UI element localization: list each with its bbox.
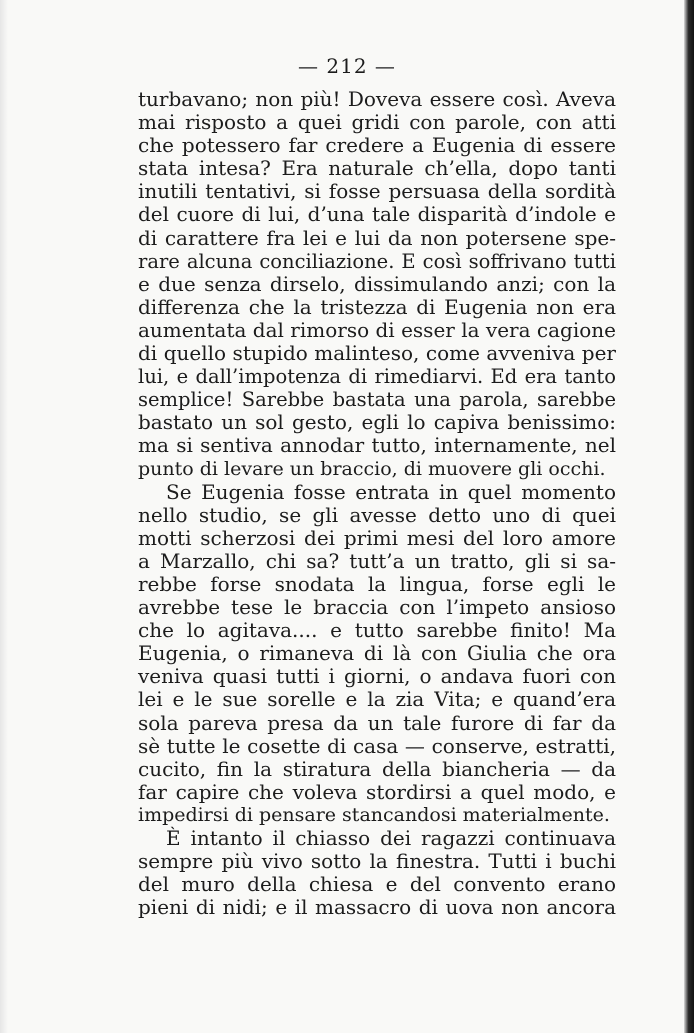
text-line: punto di levare un braccio, di muovere gli occhi. xyxy=(138,457,606,480)
text-line: impedirsi di pensare stancandosi materialmente. xyxy=(138,803,610,826)
page-number: — 212 — xyxy=(298,54,396,78)
text-line: semplice! Sarebbe bastata una parola, sarebbe xyxy=(138,388,616,412)
text-line: di quello stupido malinteso, come avveniva per xyxy=(138,341,616,366)
text-line: differenza che la tristezza di Eugenia non era xyxy=(138,294,616,319)
text-line: di carattere fra lei e lui da non potersene spe- xyxy=(138,225,616,250)
text-line: veniva quasi tutti i giorni, o andava fuori con xyxy=(138,664,616,689)
text-line: sè tutte le cosette di casa — conserve, estratti, xyxy=(138,733,616,758)
text-line: lui, e dall’impotenza di rimediarvi. Ed era tanto xyxy=(138,365,616,389)
text-line: sola pareva presa da un tale furore di far da xyxy=(138,710,616,735)
text-line: del cuore di lui, d’una tale disparità d’indole e xyxy=(138,202,616,227)
text-line: motti scherzosi dei primi mesi del loro amore xyxy=(138,525,616,550)
text-line: nello studio, se gli avesse detto uno di quei xyxy=(138,502,616,527)
text-line: avrebbe tese le braccia con l’impeto ansioso xyxy=(138,595,616,620)
text-line: inutili tentativi, si fosse persuasa della sordità xyxy=(138,179,616,204)
text-line: rare alcuna conciliazione. E così soffrivano tutti xyxy=(138,249,616,273)
book-binding-edge xyxy=(684,0,694,1033)
text-line: sempre più vivo sotto la finestra. Tutti i buchi xyxy=(138,849,616,874)
text-line: aumentata dal rimorso di esser la vera cagione xyxy=(138,317,616,342)
text-line: pieni di nidi; e il massacro di uova non ancora xyxy=(138,895,616,920)
text-line: Se Eugenia fosse entrata in quel momento xyxy=(166,479,616,504)
text-line: lei e le sue sorelle e la zia Vita; e quand’era xyxy=(138,687,616,712)
text-line: stata intesa? Era naturale ch’ella, dopo tanti xyxy=(138,156,616,181)
text-line: a Marzallo, chi sa? tutt’a un tratto, gli si sa- xyxy=(138,548,616,573)
text-line: e due senza dirselo, dissimulando anzi; con la xyxy=(138,271,616,296)
text-line: cucito, fin la stiratura della biancheria — da xyxy=(138,756,616,781)
body-text xyxy=(138,88,616,919)
text-line: far capire che voleva stordirsi a quel modo, e xyxy=(138,779,616,804)
text-line: bastato un sol gesto, egli lo capiva benissimo: xyxy=(138,410,616,435)
text-line: ma si sentiva annodar tutto, internamente, nel xyxy=(138,433,616,458)
text-line: mai risposto a quei gridi con parole, con atti xyxy=(138,110,616,135)
page-left-shadow xyxy=(0,0,8,1033)
text-line: Eugenia, o rimaneva di là con Giulia che ora xyxy=(138,641,616,666)
text-line: che lo agitava.... e tutto sarebbe finito! Ma xyxy=(138,618,616,643)
text-line: del muro della chiesa e del convento erano xyxy=(138,872,616,897)
text-line: È intanto il chiasso dei ragazzi continuava xyxy=(166,826,616,850)
text-line: che potessero far credere a Eugenia di essere xyxy=(138,133,616,158)
text-line: turbavano; non più! Doveva essere così. Aveva xyxy=(138,87,616,111)
text-line: rebbe forse snodata la lingua, forse egli le xyxy=(138,571,616,596)
